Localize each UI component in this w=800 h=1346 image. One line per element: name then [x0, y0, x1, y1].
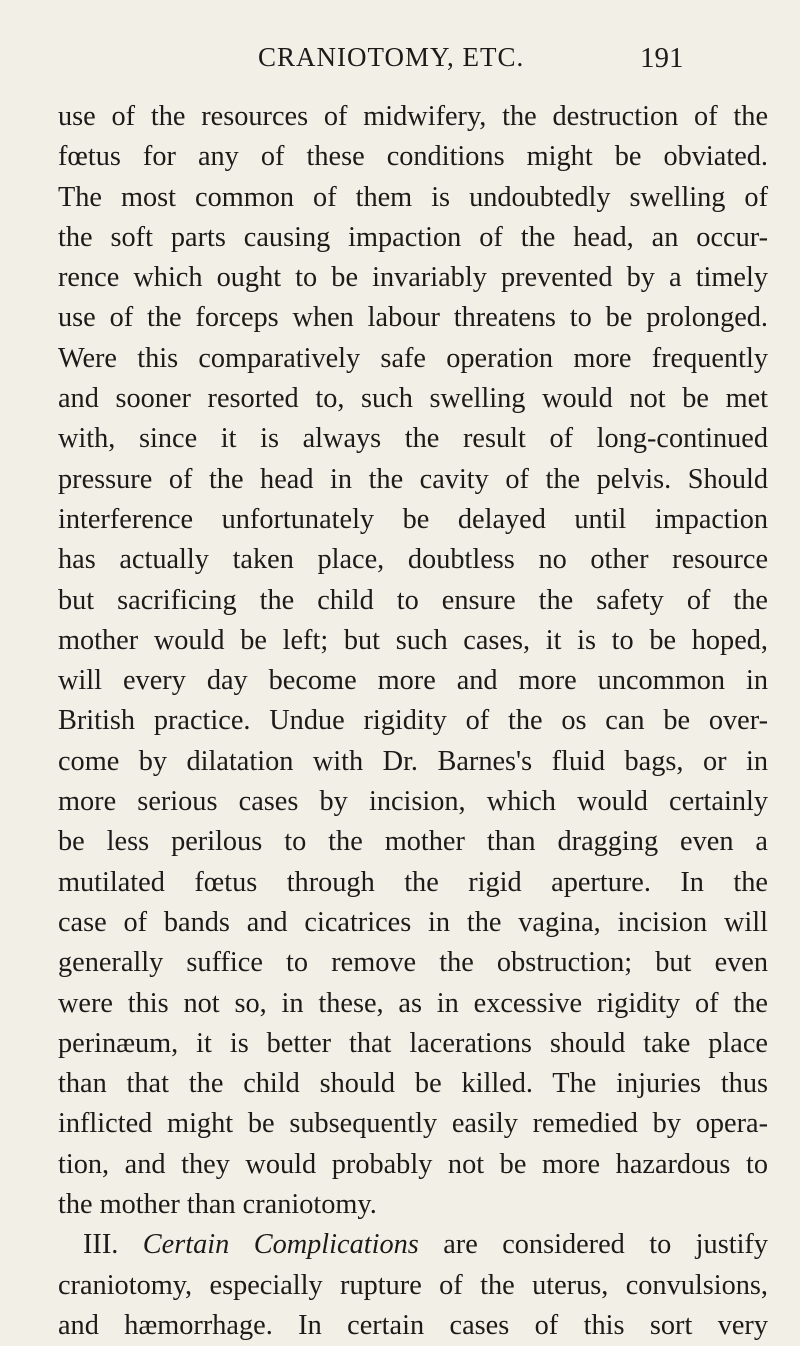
text-line: case of bands and cicatrices in the vagina, incision will	[58, 906, 768, 938]
text-line: will every day become more and more uncommon in	[58, 665, 768, 697]
text-line: mutilated fœtus through the rigid aperture. In the	[58, 866, 768, 898]
text-line: be less perilous to the mother than dragging even a	[58, 826, 768, 858]
text-line: were this not so, in these, as in excessive rigidity of the	[58, 987, 768, 1019]
text-line: fœtus for any of these conditions might be obviated.	[58, 141, 768, 173]
section-heading-line	[58, 1225, 768, 1265]
text-line: mother would be left; but such cases, it is to be hoped,	[58, 624, 768, 656]
text-line: use of the forceps when labour threatens to be prolonged.	[58, 302, 768, 334]
text-line: perinæum, it is better that lacerations should take place	[58, 1027, 768, 1059]
text-line: the soft parts causing impaction of the head, an occur-	[58, 221, 768, 253]
text-line: Were this comparatively safe operation more frequently	[58, 342, 768, 374]
text-line: use of the resources of midwifery, the destruction of the	[58, 101, 768, 132]
section-numeral: III.	[83, 1229, 119, 1261]
running-title: CRANIOTOMY, ETC.	[258, 42, 525, 72]
text-line: The most common of them is undoubtedly swelling of	[58, 181, 768, 213]
text-line: the mother than craniotomy.	[58, 1189, 377, 1221]
text-line: generally suffice to remove the obstruction; but even	[58, 947, 768, 979]
text-line: but sacrificing the child to ensure the safety of the	[58, 584, 768, 616]
running-head	[0, 42, 800, 82]
body-text	[58, 97, 768, 1346]
text-line: than that the child should be killed. The injuries thus	[58, 1068, 768, 1100]
text-line: come by dilatation with Dr. Barnes's fluid bags, or in	[58, 745, 768, 777]
text-line: interference unfortunately be delayed until impaction	[58, 503, 768, 535]
page-number: 191	[640, 42, 684, 74]
text-line: rence which ought to be invariably prevented by a timely	[58, 262, 768, 294]
text-line: British practice. Undue rigidity of the os can be over-	[58, 705, 768, 737]
text-line: and hæmorrhage. In certain cases of this sort very	[58, 1309, 768, 1341]
text-line: has actually taken place, doubtless no other resource	[58, 544, 768, 576]
text-line: and sooner resorted to, such swelling would not be met	[58, 383, 768, 415]
section-title: Certain Complications	[142, 1229, 419, 1261]
text-line: pressure of the head in the cavity of the pelvis. Should	[58, 463, 768, 495]
text-line: inflicted might be subsequently easily remedied by opera-	[58, 1108, 768, 1140]
text-line: more serious cases by incision, which would certainly	[58, 786, 768, 818]
text-line: with, since it is always the result of long-continued	[58, 423, 768, 455]
text-line: craniotomy, especially rupture of the uterus, convulsions,	[58, 1269, 768, 1301]
text-line: tion, and they would probably not be more hazardous to	[58, 1148, 768, 1180]
section-line-rest: are considered to justify	[443, 1229, 768, 1261]
